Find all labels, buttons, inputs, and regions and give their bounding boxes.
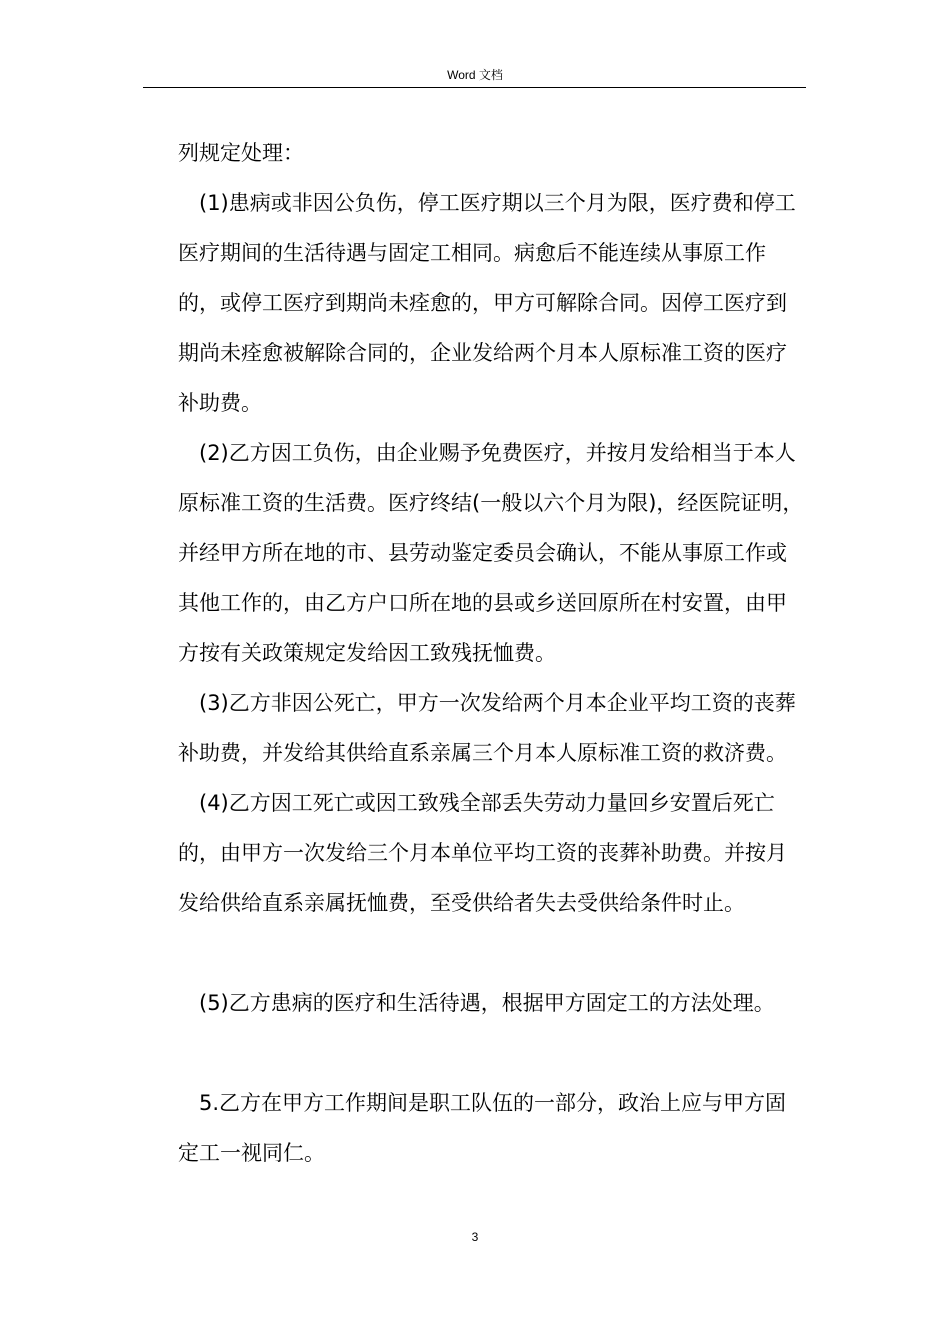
paragraph-item-3: (3)乙方非因公死亡，甲方一次发给两个月本企业平均工资的丧葬补助费，并发给其供给直系亲属三个月本人原标准工资的救济费。 xyxy=(178,691,796,765)
paragraph-item-2: (2)乙方因工负伤，由企业赐予免费医疗，并按月发给相当于本人原标准工资的生活费。医疗终结(一般以六个月为限)，经医院证明，并经甲方所在地的市、县劳动鉴定委员会确认，不能从事原工作或其他工作的，由乙方户口所在地的县或乡送回原所在村安置，由甲方按有关政策规定发给因工致残抚恤费。 xyxy=(178,441,804,665)
paragraph-clause-5: 5.乙方在甲方工作期间是职工队伍的一部分，政治上应与甲方固定工一视同仁。 xyxy=(178,1091,787,1165)
paragraph-item-1: (1)患病或非因公负伤，停工医疗期以三个月为限，医疗费和停工医疗期间的生活待遇与固定工相同。病愈后不能连续从事原工作的，或停工医疗到期尚未痊愈的，甲方可解除合同。因停工医疗到期尚未痊愈被解除合同的，企业发给两个月本人原标准工资的医疗补助费。 xyxy=(178,191,796,415)
page-header-title: Word 文档 xyxy=(447,68,503,82)
header-divider xyxy=(143,87,806,88)
document-body xyxy=(178,128,806,1178)
paragraph-item-4: (4)乙方因工死亡或因工致残全部丢失劳动力量回乡安置后死亡的，由甲方一次发给三个月本单位平均工资的丧葬补助费。并按月发给供给直系亲属抚恤费，至受供给者失去受供给条件时止。 xyxy=(178,791,787,915)
paragraph-item-5: (5)乙方患病的医疗和生活待遇，根据甲方固定工的方法处理。 xyxy=(199,991,775,1015)
page-number: 3 xyxy=(471,1230,479,1244)
paragraph-spacer xyxy=(178,1028,806,1078)
paragraph-spacer xyxy=(178,928,806,978)
paragraph-intro: 列规定处理： xyxy=(178,141,304,165)
